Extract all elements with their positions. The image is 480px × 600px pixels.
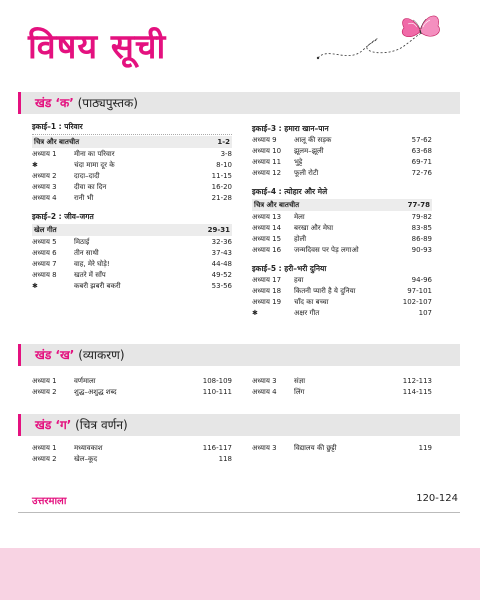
chapter-title: चंदा मामा दूर के: [74, 161, 115, 169]
page-range: 77-78: [407, 201, 430, 209]
toc-row: [252, 297, 432, 308]
toc-row: [32, 387, 232, 398]
toc-row: [252, 135, 432, 146]
subsection-row: [32, 224, 232, 236]
chapter-label: अध्याय 3: [252, 444, 277, 452]
chapter-label: अध्याय 10: [252, 147, 282, 155]
page-range: 32-36: [211, 238, 232, 246]
toc-row: [32, 281, 232, 292]
toc-row: [252, 443, 432, 454]
chapter-title: वर्णमाला: [74, 377, 96, 385]
chapter-label: अध्याय 15: [252, 235, 282, 243]
chapter-label: अध्याय 6: [32, 249, 57, 257]
chapter-title: संज्ञा: [294, 377, 306, 385]
page-range: 16-20: [211, 183, 232, 191]
chapter-label: अध्याय 5: [32, 238, 57, 246]
chapter-label: अध्याय 13: [252, 213, 282, 221]
chapter-label: अध्याय 8: [32, 271, 57, 279]
chapter-label: अध्याय 7: [32, 260, 57, 268]
toc-row: [252, 286, 432, 297]
section-a-right-column: [252, 122, 432, 319]
answer-key-row: [32, 493, 458, 507]
toc-row: [32, 248, 232, 259]
chapter-title: मध्यावकाश: [74, 444, 103, 452]
chapter-title: वाह, मेरे घोड़े!: [74, 260, 110, 268]
chapter-title: मीना का परिवार: [74, 150, 115, 158]
chapter-title: रानी भी: [74, 194, 94, 202]
page-range: 53-56: [211, 282, 232, 290]
toc-row: [252, 168, 432, 179]
chapter-label: अध्याय 11: [252, 158, 282, 166]
chapter-title: मिठाई: [74, 238, 90, 246]
chapter-title: लिंग: [294, 388, 305, 396]
chapter-label: अध्याय 4: [252, 388, 277, 396]
toc-row: [32, 171, 232, 182]
chapter-label: अध्याय 1: [32, 377, 57, 385]
chapter-label: अध्याय 9: [252, 136, 277, 144]
page-range: 107: [418, 309, 432, 317]
subsection-row: [32, 136, 232, 148]
unit-heading: इकाई–2 : जीव–जगत: [32, 212, 94, 221]
toc-row: [252, 212, 432, 223]
subsection-title: चित्र और बातचीत: [34, 138, 80, 146]
chapter-title: शुद्ध–अशुद्ध शब्द: [74, 388, 117, 396]
page-range: 97-101: [407, 287, 432, 295]
chapter-label: अध्याय 1: [32, 444, 57, 452]
section-header-b: [18, 344, 460, 366]
chapter-label: ✱: [32, 161, 38, 169]
chapter-title: कितनी प्यारी है ये दुनिया: [294, 287, 356, 295]
chapter-title: हवा: [294, 276, 304, 284]
chapter-title: दादा–दादी: [74, 172, 100, 180]
page-range: 44-48: [211, 260, 232, 268]
toc-row: [32, 149, 232, 160]
butterfly-icon: [308, 6, 448, 68]
page-range: 72-76: [411, 169, 432, 177]
page-range: 83-85: [411, 224, 432, 232]
chapter-label: ✱: [32, 282, 38, 290]
chapter-label: अध्याय 2: [32, 172, 57, 180]
section-a-left-column: [32, 120, 232, 292]
section-b-key: खंड ‘ख’: [35, 348, 75, 362]
section-a-title: (पाठ्यपुस्तक): [77, 96, 138, 110]
page-range: 57-62: [411, 136, 432, 144]
chapter-label: अध्याय 2: [32, 455, 57, 463]
page-range: 69-71: [411, 158, 432, 166]
section-b-title: (व्याकरण): [78, 348, 125, 362]
page-range: 118: [218, 455, 232, 463]
page-range: 21-28: [211, 194, 232, 202]
toc-row: [32, 270, 232, 281]
page-range: 29-31: [207, 226, 230, 234]
toc-row: [252, 157, 432, 168]
section-c-right-column: [252, 443, 432, 454]
page-range: 90-93: [411, 246, 432, 254]
chapter-label: अध्याय 2: [32, 388, 57, 396]
page-range: 119: [418, 444, 432, 452]
toc-row: [32, 182, 232, 193]
chapter-label: अध्याय 1: [32, 150, 57, 158]
toc-row: [32, 443, 232, 454]
toc-row: [252, 245, 432, 256]
chapter-title: दीवा का दिन: [74, 183, 107, 191]
toc-row: [252, 223, 432, 234]
page-range: 79-82: [411, 213, 432, 221]
subsection-title: चित्र और बातचीत: [254, 201, 300, 209]
chapter-label: अध्याय 12: [252, 169, 282, 177]
section-c-left-column: [32, 443, 232, 465]
unit-heading: इकाई–5 : हरी–भरी दुनिया: [252, 264, 327, 273]
chapter-title: अक्षर गीत: [294, 309, 320, 317]
answer-key-label: उत्तरमाला: [32, 496, 67, 507]
toc-row: [252, 234, 432, 245]
chapter-label: अध्याय 4: [32, 194, 57, 202]
toc-row: [32, 160, 232, 171]
chapter-label: अध्याय 19: [252, 298, 282, 306]
chapter-title: विद्यालय की छुट्टी: [294, 444, 337, 452]
toc-row: [252, 146, 432, 157]
chapter-label: अध्याय 14: [252, 224, 282, 232]
divider: [32, 134, 232, 135]
toc-row: [32, 454, 232, 465]
toc-row: [32, 376, 232, 387]
section-c-key: खंड ‘ग’: [35, 418, 72, 432]
page-range: 112-113: [402, 377, 432, 385]
toc-row: [252, 376, 432, 387]
page-range: 11-15: [211, 172, 232, 180]
subsection-row: [252, 199, 432, 211]
chapter-title: खतरे में साँप: [74, 271, 106, 279]
subsection-title: खेल गीत: [34, 226, 57, 234]
page-range: 108-109: [202, 377, 232, 385]
page-range: 1-2: [217, 138, 230, 146]
chapter-title: फूली रोटी: [294, 169, 319, 177]
footer-band: [0, 548, 480, 600]
unit-heading: इकाई–1 : परिवार: [32, 122, 83, 131]
chapter-label: अध्याय 3: [32, 183, 57, 191]
answer-key-pages: 120-124: [416, 493, 458, 504]
chapter-label: अध्याय 3: [252, 377, 277, 385]
section-c-title: (चित्र वर्णन): [75, 418, 128, 432]
toc-row: [32, 237, 232, 248]
chapter-label: अध्याय 17: [252, 276, 282, 284]
page-range: 63-68: [411, 147, 432, 155]
section-header-a: [18, 92, 460, 114]
unit-heading: इकाई–3 : हमारा खान–पान: [252, 124, 329, 133]
chapter-title: झूलम–झूली: [294, 147, 324, 155]
chapter-title: तीन साथी: [74, 249, 99, 257]
chapter-title: भुट्टे: [294, 158, 303, 166]
toc-row: [252, 387, 432, 398]
toc-row: [252, 275, 432, 286]
chapter-label: अध्याय 18: [252, 287, 282, 295]
page-range: 114-115: [402, 388, 432, 396]
page-range: 86-89: [411, 235, 432, 243]
chapter-title: बरखा और मेघा: [294, 224, 334, 232]
chapter-title: कबरी झबरी बकरी: [74, 282, 121, 290]
chapter-label: ✱: [252, 309, 258, 317]
section-b-left-column: [32, 376, 232, 398]
divider: [18, 512, 460, 513]
chapter-title: चाँद का बच्चा: [294, 298, 329, 306]
page-range: 49-52: [211, 271, 232, 279]
chapter-label: अध्याय 16: [252, 246, 282, 254]
page-range: 37-43: [211, 249, 232, 257]
toc-row: [32, 259, 232, 270]
toc-row: [32, 193, 232, 204]
chapter-title: मेला: [294, 213, 305, 221]
page-range: 110-111: [202, 388, 232, 396]
section-header-c: [18, 414, 460, 436]
unit-heading: इकाई–4 : त्योहार और मेले: [252, 187, 328, 196]
chapter-title: आलू की सड़क: [294, 136, 332, 144]
chapter-title: होली: [294, 235, 307, 243]
page-range: 3-8: [220, 150, 232, 158]
page-range: 8-10: [216, 161, 232, 169]
toc-row: [252, 308, 432, 319]
chapter-title: खेल–कूद: [74, 455, 98, 463]
page-title: विषय सूची: [28, 27, 167, 67]
section-b-right-column: [252, 376, 432, 398]
page-range: 94-96: [411, 276, 432, 284]
section-a-key: खंड ‘क’: [35, 96, 74, 110]
chapter-title: जन्मदिवस पर पेड़ लगाओ: [294, 246, 359, 254]
page-range: 116-117: [202, 444, 232, 452]
page-range: 102-107: [402, 298, 432, 306]
